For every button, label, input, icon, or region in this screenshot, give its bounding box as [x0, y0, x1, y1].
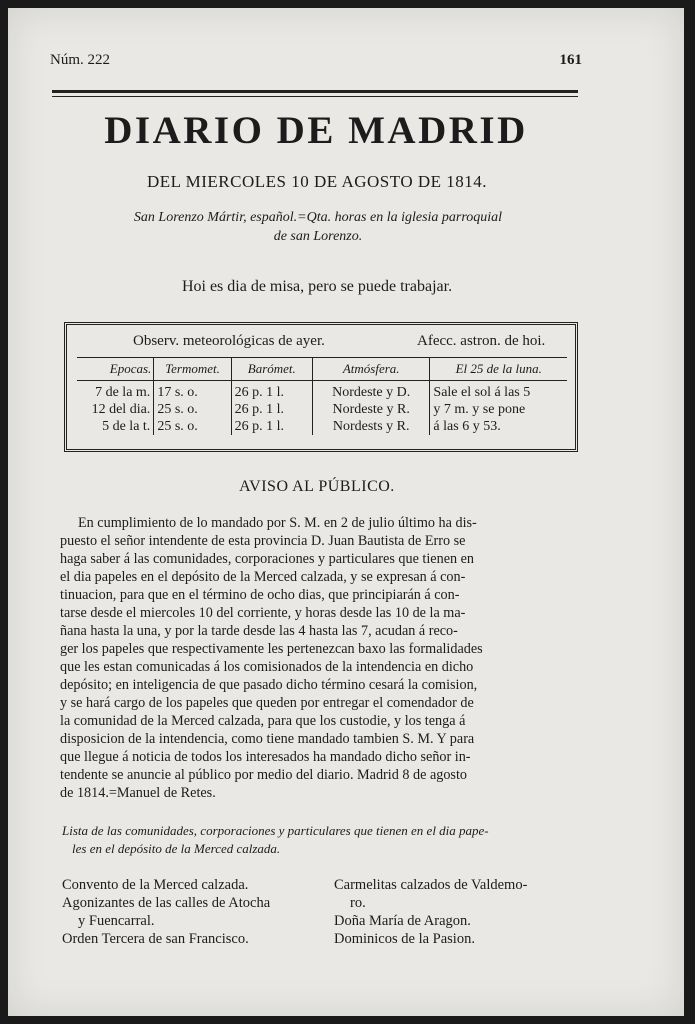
meteorology-header	[67, 325, 575, 357]
notice-line: tarse desde el miercoles 10 del corriente, y horas desde las 10 de la ma-	[60, 605, 466, 621]
saint-of-day	[58, 208, 578, 246]
list-item: Orden Tercera de san Francisco.	[62, 931, 249, 947]
cell-luna: á las 6 y 53.	[430, 418, 567, 435]
meteorology-title: Observ. meteorológicas de ayer.	[133, 333, 325, 349]
cell-epoca: 5 de la t.	[102, 419, 151, 434]
list-title-line-1: Lista de las comunidades, corporaciones y particulares que tienen en el dia pape-	[62, 823, 489, 838]
list-item: Dominicos de la Pasion.	[334, 931, 475, 947]
column-header: El 25 de la luna.	[430, 358, 567, 381]
cell-barometro: 26 p. 1 l.	[231, 418, 312, 435]
issue-number: Núm. 222	[50, 52, 110, 68]
notice-line: haga saber á las comunidades, corporaciones y particulares que tienen en	[60, 551, 475, 567]
cell-luna: Sale el sol á las 5	[430, 381, 567, 402]
notice-line: ger los papeles que respectivamente les pertenezcan baxo las formalidades	[60, 641, 483, 657]
saint-line-1: San Lorenzo Mártir, español.=Qta. horas en la iglesia parroquial	[133, 210, 503, 225]
notice-line: tinuacion, para que en el término de ocho dias, que principiarán á con-	[60, 587, 460, 603]
cell-epoca: 7 de la m.	[95, 385, 151, 400]
cell-atmosfera: Nordeste y R.	[312, 401, 429, 418]
list-item: Convento de la Merced calzada.	[62, 877, 249, 893]
cell-termometro: 25 s. o.	[154, 401, 231, 418]
masthead-title: DIARIO DE MADRID	[104, 109, 528, 152]
cell-atmosfera: Nordests y R.	[312, 418, 429, 435]
header-rule-thick	[52, 90, 578, 93]
list-item: Carmelitas calzados de Valdemo-	[334, 877, 528, 893]
notice-line: y se hará cargo de los papeles que queden por entregar el comendador de	[60, 695, 474, 711]
cell-atmosfera: Nordeste y D.	[312, 381, 429, 402]
cell-termometro: 17 s. o.	[154, 381, 231, 402]
header-rule-thin	[52, 96, 578, 97]
list-column-left	[62, 876, 324, 948]
date-line: DEL MIERCOLES 10 DE AGOSTO DE 1814.	[146, 172, 488, 191]
column-header: Termomet.	[154, 358, 231, 381]
list-title	[62, 822, 586, 858]
list-item-continuation: ro.	[350, 895, 366, 911]
notice-line: que les estan comunicadas á los comisionados de la intendencia en dicho	[60, 659, 474, 675]
notice-line: depósito; en inteligencia de que pasado dicho término cesará la comision,	[60, 677, 478, 693]
page-number: 161	[559, 52, 582, 68]
notice-line: En cumplimiento de lo mandado por S. M. en 2 de julio último ha dis-	[78, 515, 477, 531]
notice-line: tendente se anuncie al público por medio del diario. Madrid 8 de agosto	[60, 767, 467, 783]
column-header: Atmósfera.	[312, 358, 429, 381]
notice-line: la comunidad de la Merced calzada, para que los custodie, y los tenga á	[60, 713, 466, 729]
meteorology-box	[64, 322, 578, 452]
list-column-right	[334, 876, 596, 948]
saint-line-2: de san Lorenzo.	[273, 229, 363, 244]
notice-line: de 1814.=Manuel de Retes.	[60, 785, 216, 801]
astronomy-title: Afecc. astron. de hoi.	[417, 333, 546, 349]
notice-line: ñana hasta la una, y por la tarde desde las 4 hasta las 7, acudan á reco-	[60, 623, 458, 639]
cell-barometro: 26 p. 1 l.	[231, 381, 312, 402]
meteorology-table	[77, 357, 567, 435]
table-header-row	[77, 358, 567, 381]
table-row	[77, 381, 567, 402]
cell-epoca: 12 del dia.	[91, 402, 151, 417]
notice-title: AVISO AL PÚBLICO.	[239, 478, 395, 495]
cell-termometro: 25 s. o.	[154, 418, 231, 435]
notice-line: disposicion de la intendencia, como tiene mandado tambien S. M. Y para	[60, 731, 475, 747]
cell-barometro: 26 p. 1 l.	[231, 401, 312, 418]
column-header: Barómet.	[231, 358, 312, 381]
mass-notice: Hoi es dia de misa, pero se puede trabajar.	[181, 278, 453, 295]
notice-line: puesto el señor intendente de esta provincia D. Juan Bautista de Erro se	[60, 533, 466, 549]
list-title-line-2: les en el depósito de la Merced calzada.	[72, 841, 281, 856]
notice-line: el dia papeles en el depósito de la Merced calzada, y se expresan á con-	[60, 569, 466, 585]
list-item: Agonizantes de las calles de Atocha	[62, 895, 271, 911]
table-row	[77, 418, 567, 435]
cell-luna: y 7 m. y se pone	[430, 401, 567, 418]
list-item-continuation: y Fuencarral.	[78, 913, 155, 929]
notice-body	[60, 514, 588, 802]
notice-line: que llegue á noticia de todos los interesados ha mandado dicho señor in-	[60, 749, 471, 765]
table-row	[77, 401, 567, 418]
column-header: Epocas.	[77, 358, 154, 381]
newspaper-page	[8, 8, 684, 1016]
list-item: Doña María de Aragon.	[334, 913, 471, 929]
